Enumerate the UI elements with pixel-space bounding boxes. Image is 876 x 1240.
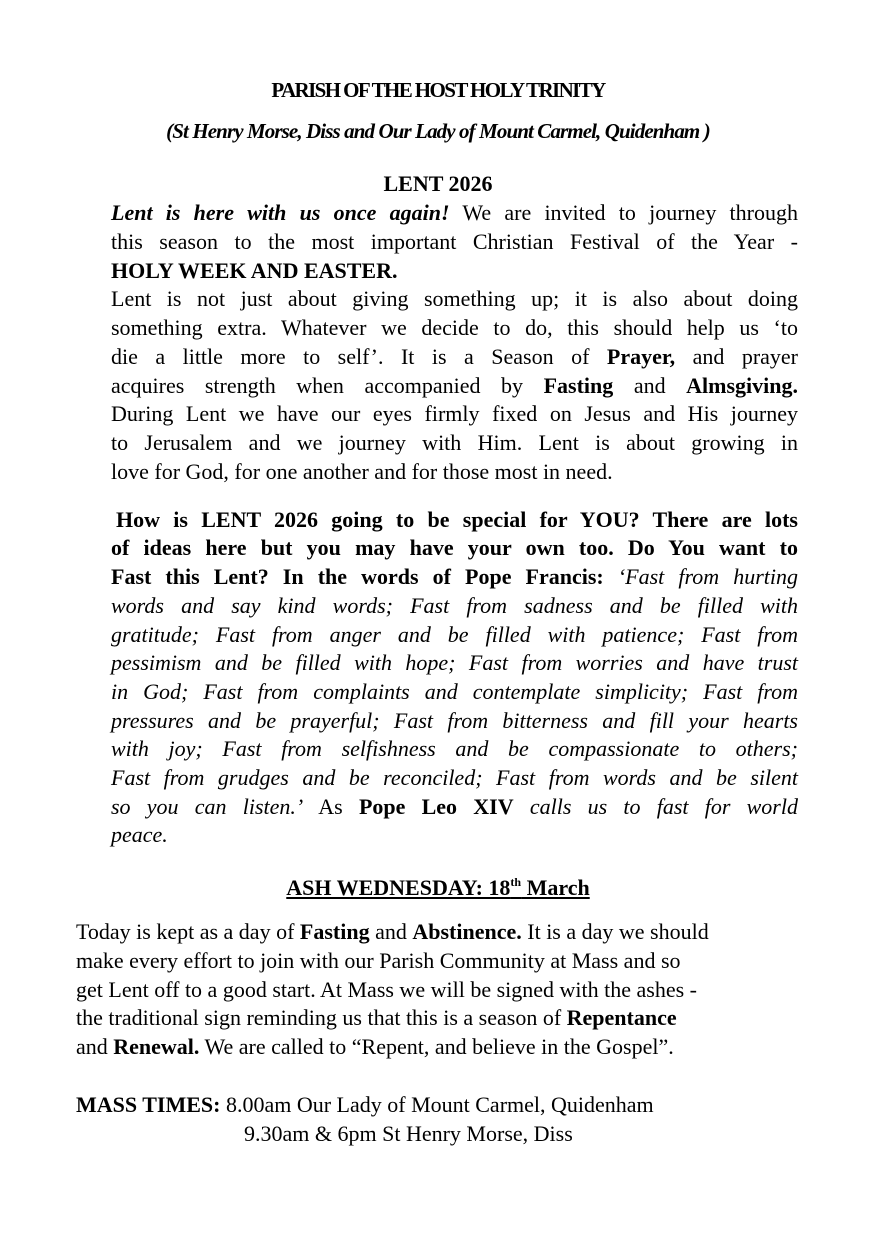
- lent-heading: LENT 2026: [383, 171, 493, 196]
- ash-line-2: make every effort to join with our Parish Community at Mass and so: [76, 948, 681, 973]
- emphasis-almsgiving: Almsgiving.: [686, 373, 799, 398]
- para3-line-7: in God; Fast from complaints and contemplate simplicity; Fast from: [111, 679, 798, 704]
- ash-line-4: [76, 1003, 677, 1032]
- intro-lead: Lent is here with us once again!: [111, 200, 450, 225]
- para2-line-1: Lent is not just about giving something up; it is also about doing: [111, 286, 798, 311]
- intro-text: We are invited to journey through: [449, 200, 798, 225]
- ash-line-3: get Lent off to a good start. At Mass we will be signed with the ashes -: [76, 977, 697, 1002]
- emphasis-abstinence: Abstinence.: [412, 919, 522, 944]
- emphasis-repentance: Repentance: [566, 1005, 677, 1030]
- text: acquires strength when accompanied by: [111, 373, 544, 398]
- quote-text: so you can listen.’: [111, 794, 304, 819]
- text: and prayer: [675, 344, 798, 369]
- mass-times-label: MASS TIMES:: [76, 1092, 221, 1117]
- ash-line-1: [76, 917, 709, 946]
- para3-line-10: Fast from grudges and be reconciled; Fast from words and be silent: [111, 765, 798, 790]
- heading-text: March: [521, 875, 590, 900]
- para2-line-3: [111, 342, 798, 371]
- text: We are called to “Repent, and believe in the Gospel”.: [199, 1034, 674, 1059]
- heading-text: ASH WEDNESDAY: 18: [286, 875, 511, 900]
- para3-line-1: How is LENT 2026 going to be special for YOU? There are lots: [116, 507, 798, 532]
- ash-line-5: [76, 1032, 674, 1061]
- ordinal-suffix: th: [510, 875, 522, 889]
- para3-line-8: pressures and be prayerful; Fast from bitterness and fill your hearts: [111, 708, 798, 733]
- text: calls us to fast for world: [513, 794, 798, 819]
- intro-line-1: [111, 198, 798, 227]
- mass-time-quidenham: 8.00am Our Lady of Mount Carmel, Quidenham: [220, 1092, 654, 1117]
- intro-line-2: this season to the most important Christian Festival of the Year -: [111, 229, 798, 254]
- para3-line-6: pessimism and be filled with hope; Fast from worries and have trust: [111, 650, 798, 675]
- emphasis-renewal: Renewal.: [113, 1034, 200, 1059]
- para3-line-2: of ideas here but you may have your own too. Do You want to: [111, 535, 798, 560]
- mass-times-line-1: [76, 1090, 654, 1119]
- para3-line-3: [111, 562, 798, 591]
- text: and: [76, 1034, 114, 1059]
- text: and: [613, 373, 687, 398]
- emphasis-fasting: Fasting: [543, 373, 614, 398]
- intro-line-3: HOLY WEEK AND EASTER.: [111, 258, 398, 283]
- para2-line-5: During Lent we have our eyes firmly fixed on Jesus and His journey: [111, 401, 798, 426]
- ash-wednesday-heading: [0, 873, 876, 902]
- pope-francis-intro: Fast this Lent? In the words of Pope Francis:: [111, 564, 604, 589]
- text: As: [303, 794, 359, 819]
- para3-line-11: [111, 792, 798, 821]
- para2-line-7: love for God, for one another and for those most in need.: [111, 459, 613, 484]
- text: Today is kept as a day of: [76, 919, 300, 944]
- emphasis-fasting: Fasting: [299, 919, 370, 944]
- para3-line-5: gratitude; Fast from anger and be filled with patience; Fast from: [111, 622, 798, 647]
- quote-text: ‘Fast from hurting: [603, 564, 798, 589]
- para3-line-12: peace.: [111, 822, 168, 847]
- para3-line-4: words and say kind words; Fast from sadness and be filled with: [111, 593, 798, 618]
- parish-subtitle: (St Henry Morse, Diss and Our Lady of Mount Carmel, Quidenham ): [166, 119, 710, 143]
- text: the traditional sign reminding us that this is a season of: [76, 1005, 567, 1030]
- text: die a little more to self’. It is a Season of: [111, 344, 607, 369]
- pope-leo-name: Pope Leo XIV: [358, 794, 514, 819]
- para2-line-6: to Jerusalem and we journey with Him. Lent is about growing in: [111, 430, 798, 455]
- para2-line-4: [111, 371, 798, 400]
- text: It is a day we should: [521, 919, 709, 944]
- mass-times-line-2: 9.30am & 6pm St Henry Morse, Diss: [244, 1121, 573, 1146]
- text: and: [369, 919, 413, 944]
- para2-line-2: something extra. Whatever we decide to do, this should help us ‘to: [111, 315, 798, 340]
- emphasis-prayer: Prayer,: [606, 344, 676, 369]
- parish-title: PARISH OF THE HOST HOLY TRINITY: [271, 78, 605, 102]
- para3-line-9: with joy; Fast from selfishness and be compassionate to others;: [111, 736, 798, 761]
